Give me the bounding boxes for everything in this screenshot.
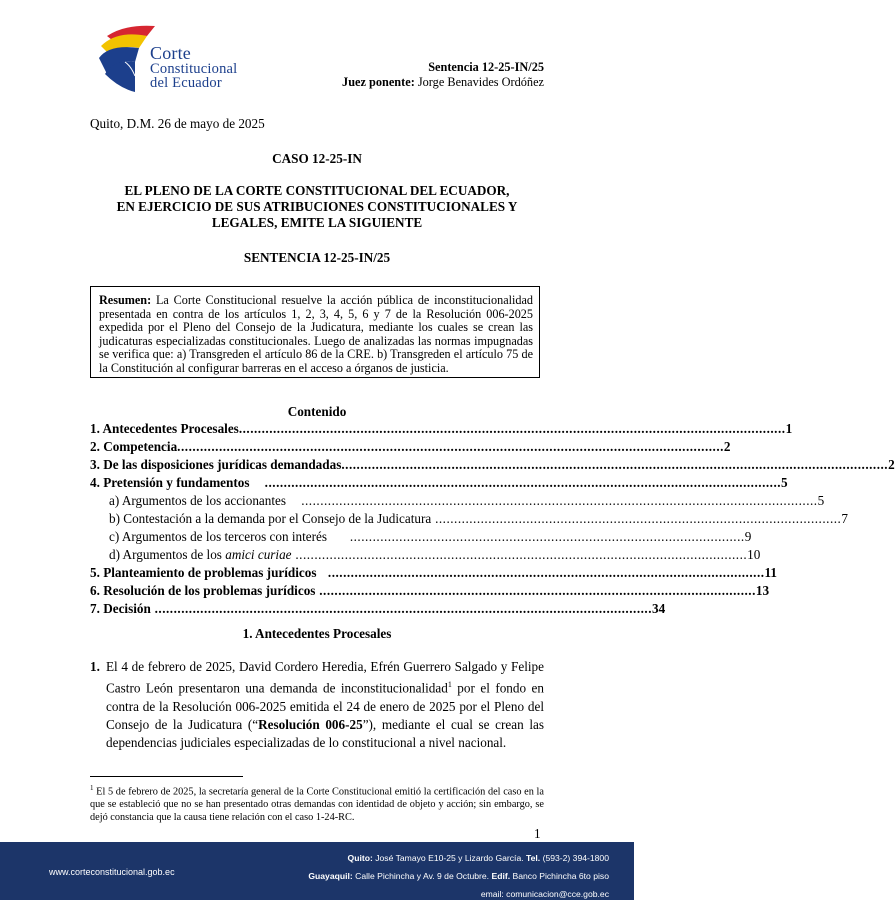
contact-info: Quito: José Tamayo E10-25 y Lizardo García. Tel. (593-2) 394-1800 Guayaquil: Calle Pichincha y Av. 9 de Octubre. Edif. Banco Pichincha 6to piso email: comunicacion@cce.gob.ec [308, 849, 609, 903]
toc-item[interactable]: 2. Competencia ................................................................................................................................................ 2 [90, 439, 731, 454]
judge-label: Juez ponente: [342, 75, 415, 89]
summary-box [90, 286, 540, 378]
toc-subitem[interactable]: c) Argumentos de los terceros con interés ........................................................................................................ 9 [109, 529, 752, 544]
email-link[interactable]: email: comunicacion@cce.gob.ec [480, 889, 609, 899]
sentence-number: Sentencia 12-25-IN/25 [428, 60, 544, 74]
sentence-title: SENTENCIA 12-25-IN/25 [243, 250, 391, 265]
court-logo-text [150, 43, 238, 91]
toc-item[interactable]: 6. Resolución de los problemas jurídicos ................................................................................................................... 13 [90, 583, 770, 598]
plenum-heading [90, 183, 544, 231]
toc-subitem[interactable]: b) Contestación a la demanda por el Consejo de la Judicatura ........................................................................................................... 7 [109, 511, 848, 526]
plenum-line: EL PLENO DE LA CORTE CONSTITUCIONAL DEL ECUADOR, [124, 183, 510, 198]
logo-line-2: Constitucional [150, 61, 238, 77]
toc-subitem[interactable]: d) Argumentos de los amici curiae ....................................................................................................................... 10 [109, 547, 761, 562]
logo-line-3: del Ecuador [150, 75, 222, 91]
toc-title: Contenido [287, 404, 347, 419]
paragraph-1: 1. El 4 de febrero de 2025, David Cordero Heredia, Efrén Guerrero Salgado y Felipe Castro León presentaron una demanda de inconstitucionalidad$^1$ por el fondo en contra de la Resolución 006-2025 emitida el 24 de enero de 2025 por el Pleno del Consejo de la Judicatura (“Resolución 006-25”), mediante el cual se crean las dependencias judiciales especializadas de lo constitucional a nivel nacional. [90, 659, 544, 751]
paragraph-number: 1. [90, 659, 100, 674]
footnote-divider [90, 776, 243, 777]
summary-label: Resumen: [99, 293, 152, 307]
toc-item[interactable]: 1. Antecedentes Procesales ................................................................................................................................................ 1 [90, 421, 793, 436]
document-date: Quito, D.M. 26 de mayo de 2025 [90, 116, 265, 131]
toc-item[interactable]: 5. Planteamiento de problemas jurídicos ................................................................................................................... 11 [90, 565, 777, 580]
footnote-text: El 5 de febrero de 2025, la secretaría general de la Corte Constitucional emitió la certificación del caso en la que se estableció que no se han presentado otras demandas con identidad de objeto y acción; sin embargo, se dejó constancia que la causa tiene relación con el caso 1-24-RC. [90, 786, 544, 823]
judge-name: Jorge Benavides Ordóñez [417, 75, 544, 89]
section-heading: 1. Antecedentes Procesales [242, 626, 392, 641]
logo-line-1: Corte [150, 43, 191, 63]
case-title: CASO 12-25-IN [272, 151, 362, 166]
document-header [342, 60, 544, 90]
plenum-line: EN EJERCICIO DE SUS ATRIBUCIONES CONSTITUCIONALES Y [116, 199, 518, 214]
summary-text: La Corte Constitucional resuelve la acción pública de inconstitucionalidad presentada en contra de los artículos 1, 2, 3, 4, 5, 6 y 7 de la Resolución 006-2025 expedida por el Pleno del Consejo de la Judicatura, mediante los cuales se crean las judicaturas especializadas constitucionales. Luego de analizadas las normas impugnadas se verifica que: a) Transgreden el artículo 86 de la CRE. b) Transgreden el artículo 75 de la Constitución al configurar barreras en el acceso a órganos de justicia. [99, 293, 533, 375]
toc-item[interactable]: 3. De las disposiciones jurídicas demandadas ................................................................................................................................................ 2 [90, 457, 895, 472]
plenum-line: LEGALES, EMITE LA SIGUIENTE [211, 215, 423, 230]
footnote-ref[interactable]: 1 [447, 680, 452, 690]
footnote-number: 1 [90, 784, 94, 792]
footnote [90, 782, 544, 824]
website-link[interactable]: www.corteconstitucional.gob.ec [49, 867, 175, 877]
toc-subitem[interactable]: a) Argumentos de los accionantes ........................................................................................................................................ 5 [109, 493, 825, 508]
page-number: 1 [534, 826, 541, 841]
toc-item[interactable]: 7. Decisión ................................................................................................................................... 34 [90, 601, 666, 616]
page-footer [0, 842, 634, 900]
toc-item[interactable]: 4. Pretensión y fundamentos ........................................................................................................................................ 5 [90, 475, 788, 490]
